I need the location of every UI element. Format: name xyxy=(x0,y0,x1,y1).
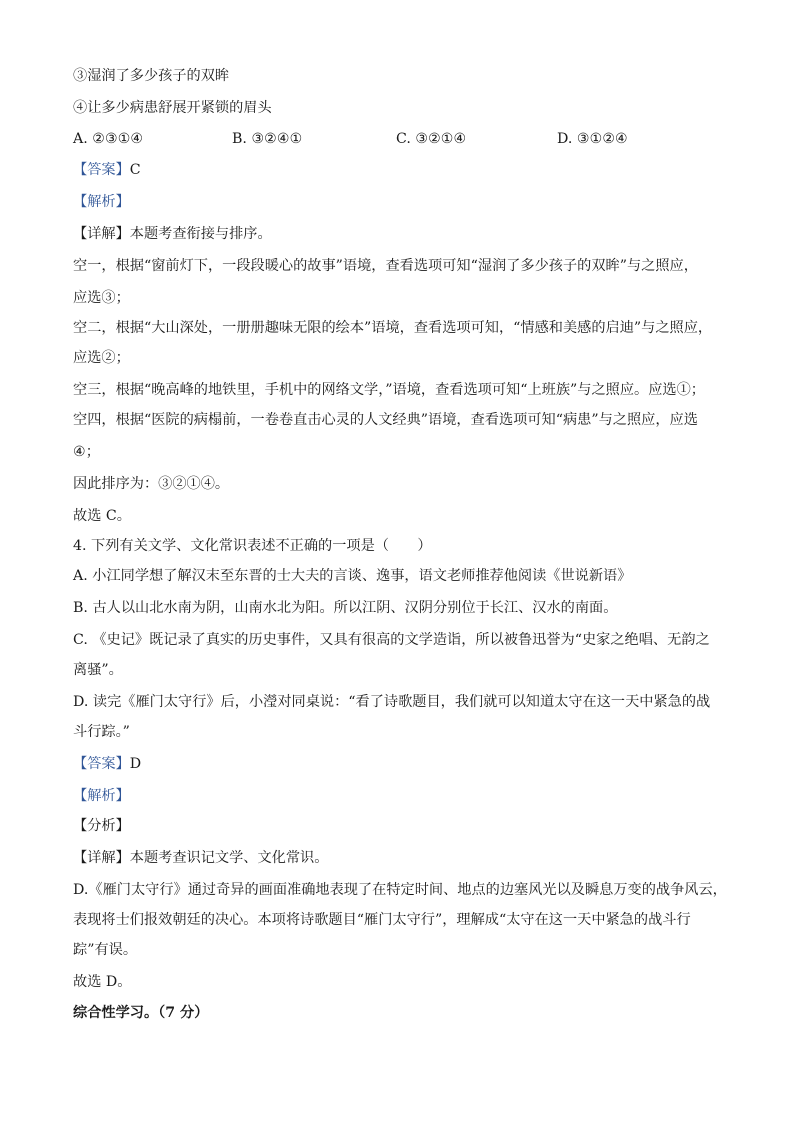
q4-answer-line xyxy=(73,754,141,774)
q3-explain-5: 空三，根据“晚高峰的地铁里，手机中的网络文学，”语境，查看选项可知“上班族”与之照应。应选①； xyxy=(73,382,705,398)
q3-explain-7: ④； xyxy=(73,444,100,460)
q3-explain-8: 因此排序为：③②①④。 xyxy=(73,476,230,492)
section-title: 综合性学习。（7 分） xyxy=(73,1005,209,1021)
q4-option-c-1: C. 《史记》既记录了真实的历史事件，又具有很高的文学造诣，所以被鲁迅誉为“史家之绝唱、无韵之 xyxy=(73,632,710,648)
q3-analysis-tag: 【解析】 xyxy=(73,194,130,210)
q3-option-a: A. ②③①④ xyxy=(73,131,144,147)
q4-option-d-2: 斗行踪。” xyxy=(73,724,130,740)
q4-option-b: B. 古人以山北水南为阴，山南水北为阳。所以江阴、汉阴分别位于长江、汉水的南面。 xyxy=(73,600,618,616)
q4-explain-1: D.《雁门太守行》通过奇异的画面准确地表现了在特定时间、地点的边塞风光以及瞬息万变的战争风云， xyxy=(73,882,727,898)
q3-item-3: ③湿润了多少孩子的双眸 xyxy=(73,68,230,84)
q3-explain-9: 故选 C。 xyxy=(73,508,131,524)
answer-value: D xyxy=(129,756,142,772)
q3-option-c: C. ③②①④ xyxy=(396,131,467,147)
answer-tag: 【答案】 xyxy=(73,756,130,772)
detail-text: 本题考查衔接与排序。 xyxy=(129,226,272,242)
q3-explain-4: 应选②； xyxy=(73,350,130,366)
q4-option-d-1: D. 读完《雁门太守行》后，小瀅对同桌说：“看了诗歌题目，我们就可以知道太守在这一天中紧急的战 xyxy=(73,694,711,710)
q3-option-b: B. ③②④① xyxy=(232,131,303,147)
q3-explain-2: 应选③； xyxy=(73,290,130,306)
q4-stem: 4. 下列有关文学、文化常识表述不正确的一项是（ ） xyxy=(73,538,432,554)
q4-analyze-tag: 【分析】 xyxy=(73,818,130,834)
q4-analysis-tag: 【解析】 xyxy=(73,788,130,804)
detail-text: 本题考查识记文学、文化常识。 xyxy=(129,850,329,866)
q3-explain-3: 空二，根据“大山深处，一册册趣味无限的绘本”语境，查看选项可知，“情感和美感的启迪”与之照应， xyxy=(73,320,713,336)
q3-explain-1: 空一，根据“窗前灯下，一段段暖心的故事”语境，查看选项可知“湿润了多少孩子的双眸”与之照应， xyxy=(73,258,698,274)
q4-option-a: A. 小江同学想了解汉末至东晋的士大夫的言谈、逸事，语文老师推荐他阅读《世说新语》 xyxy=(73,568,632,584)
detail-tag: 【详解】 xyxy=(73,226,130,242)
answer-tag: 【答案】 xyxy=(73,162,130,178)
q4-option-c-2: 离骚”。 xyxy=(73,662,123,678)
q4-detail-line xyxy=(73,848,328,868)
detail-tag: 【详解】 xyxy=(73,850,130,866)
q4-explain-4: 故选 D。 xyxy=(73,974,132,990)
q3-detail-line xyxy=(73,224,272,244)
q4-explain-2: 表现将士们报效朝廷的决心。本项将诗歌题目“雁门太守行”，理解成“太守在这一天中紧急的战斗行 xyxy=(73,912,691,928)
q3-item-4: ④让多少病患舒展开紧锁的眉头 xyxy=(73,100,272,116)
answer-value: C xyxy=(129,162,141,178)
q3-explain-6: 空四，根据“医院的病榻前，一卷卷直击心灵的人文经典”语境，查看选项可知“病患”与之照应，应选 xyxy=(73,412,698,428)
q4-explain-3: 踪”有误。 xyxy=(73,942,138,958)
q3-option-d: D. ③①②④ xyxy=(557,131,628,147)
q3-answer-line xyxy=(73,160,141,180)
